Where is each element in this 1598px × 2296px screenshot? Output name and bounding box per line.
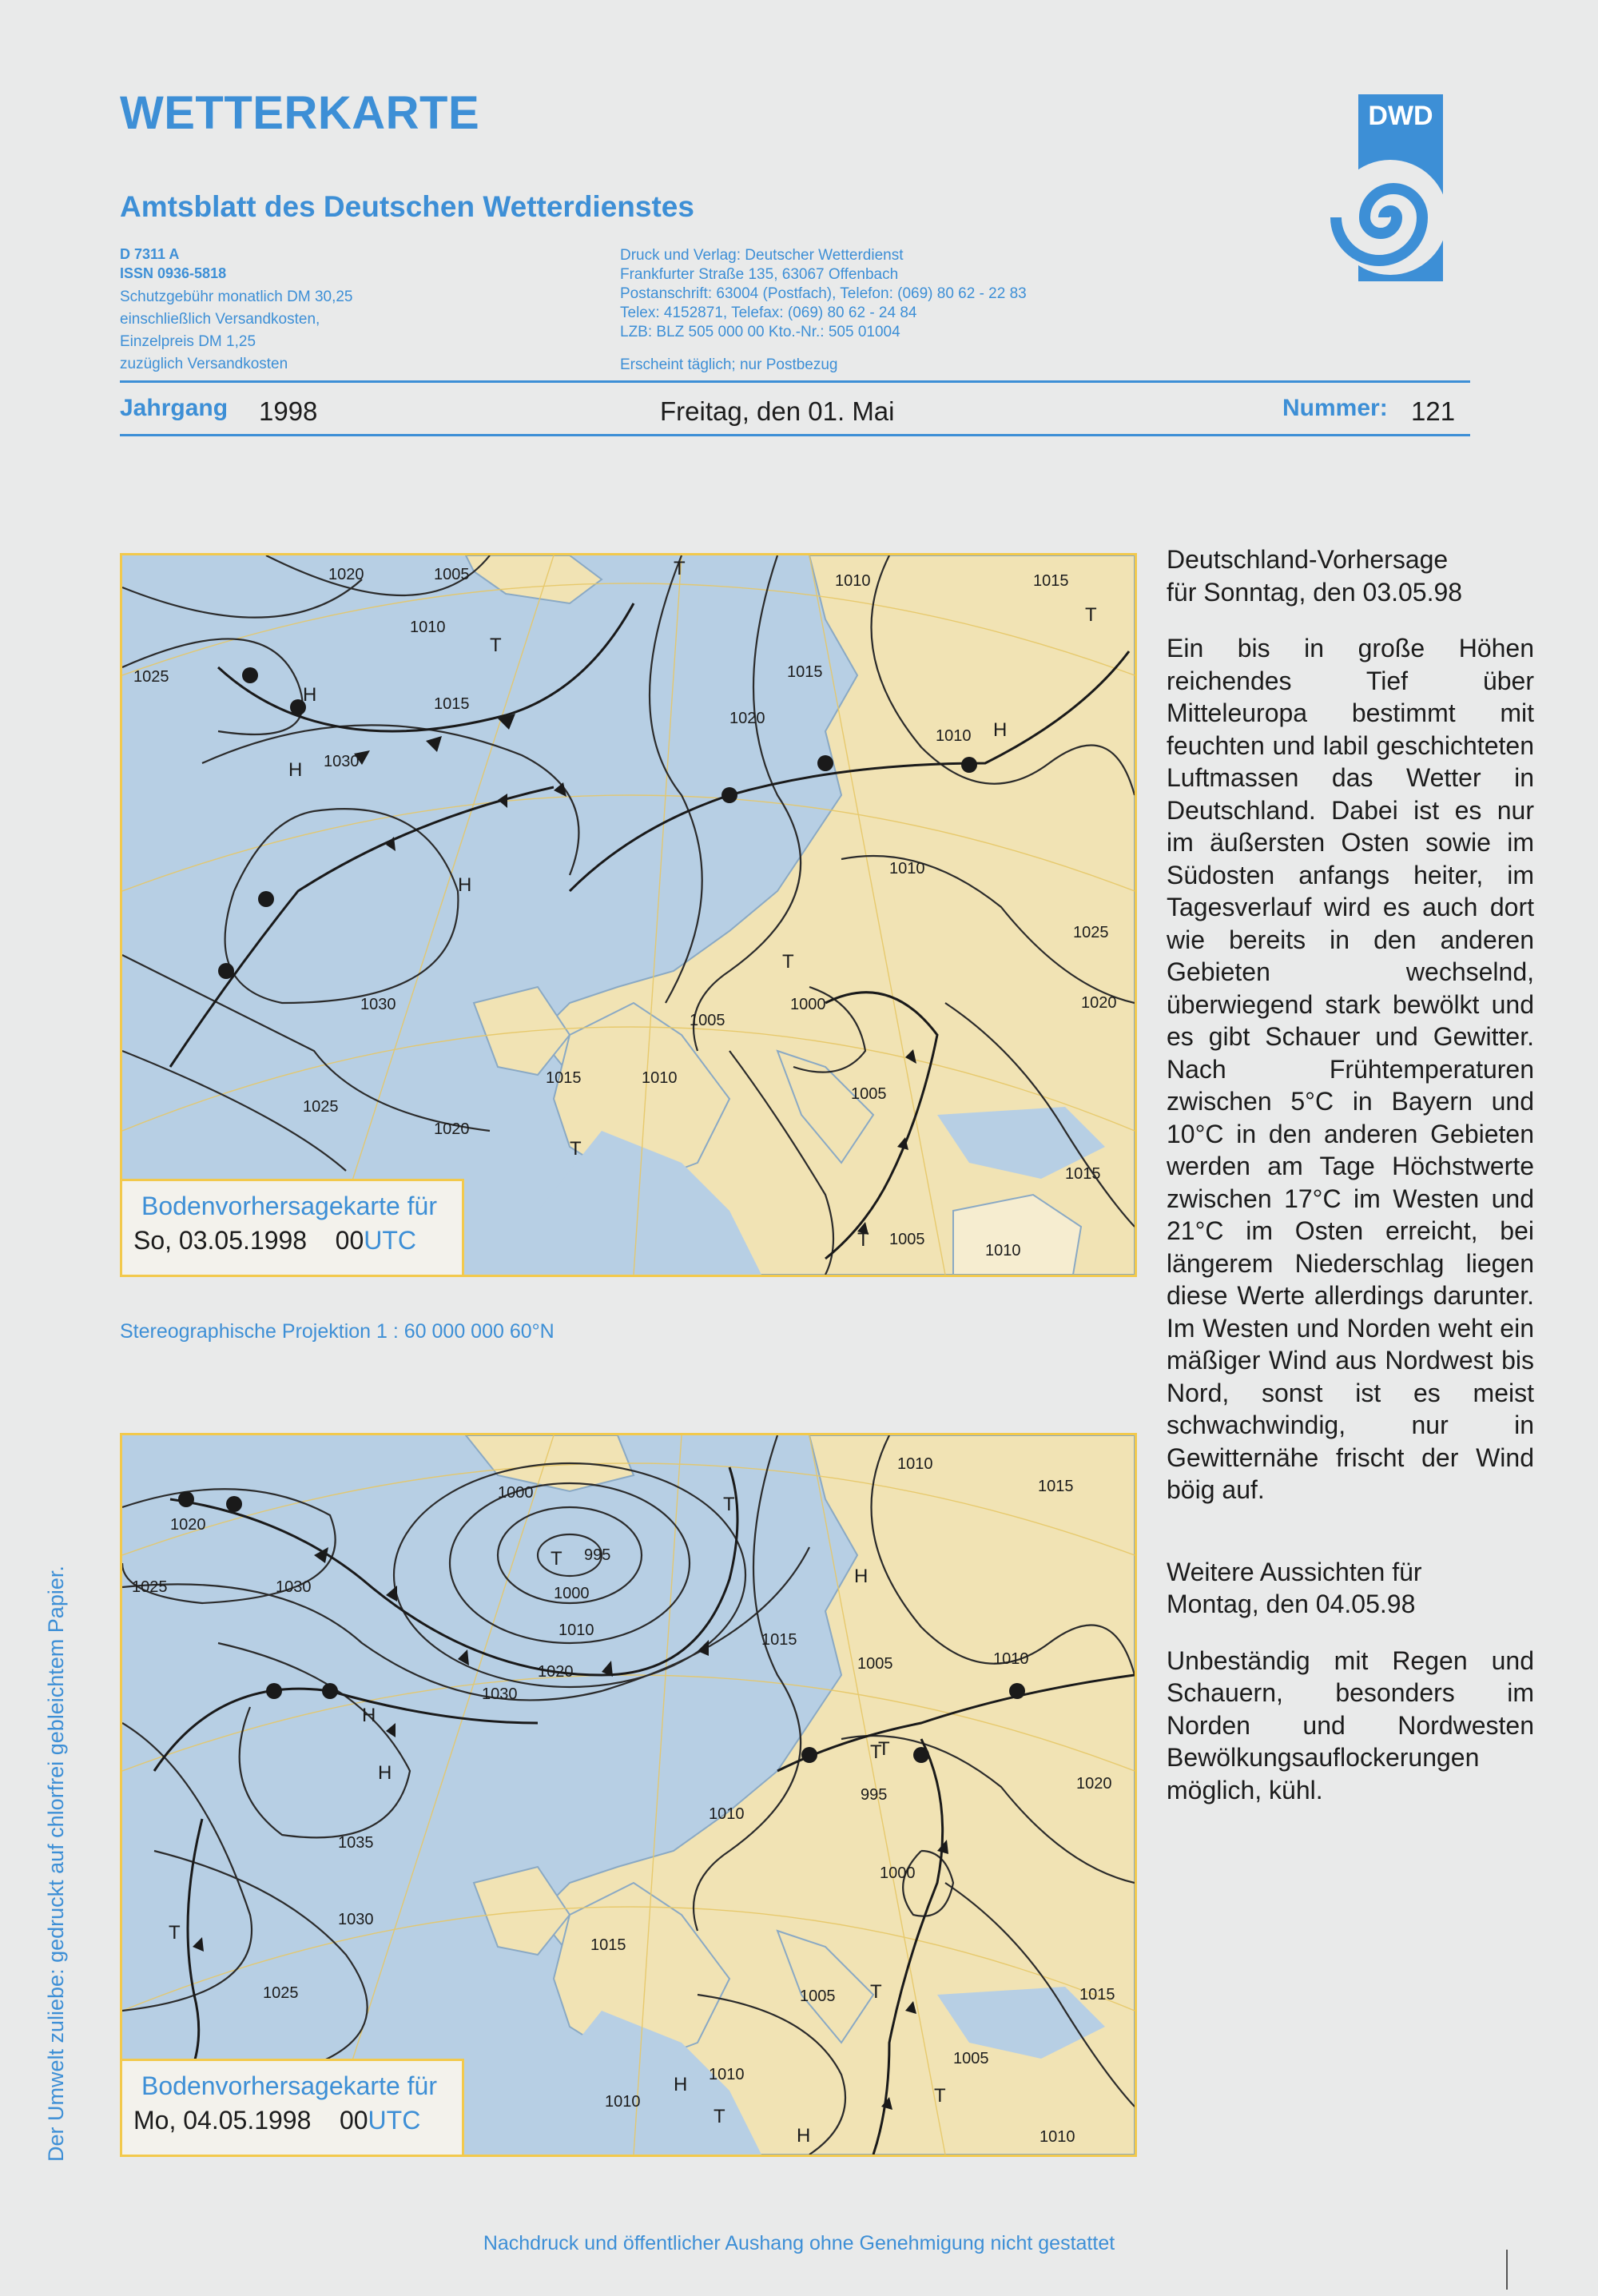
svg-text:1010: 1010 [897,1455,933,1473]
map-caption-title: Bodenvorhersagekarte für [141,2071,437,2100]
svg-text:1010: 1010 [835,572,871,590]
svg-text:995: 995 [584,1546,611,1564]
svg-text:1010: 1010 [709,2066,745,2083]
svg-text:1010: 1010 [889,860,925,877]
copyright-footer: Nachdruck und öffentlicher Aushang ohne Genehmigung nicht gestattet [483,2232,1115,2254]
svg-text:1020: 1020 [328,566,364,583]
svg-text:995: 995 [861,1786,888,1804]
map-date: Mo, 04.05.1998 [133,2106,312,2135]
projection-note: Stereographische Projektion 1 : 60 000 000 60°N [120,1320,555,1343]
number-value: 121 [1411,396,1456,426]
fee-line: zuzüglich Versandkosten [120,356,288,372]
number-label: Nummer: [1282,395,1388,421]
publisher-line: Frankfurter Straße 135, 63067 Offenbach [620,266,899,283]
publisher-line: LZB: BLZ 505 000 00 Kto.-Nr.: 505 01004 [620,324,900,340]
svg-text:1015: 1015 [787,663,823,681]
map-caption [122,2059,464,2155]
svg-text:1030: 1030 [276,1578,312,1596]
publisher-line: Telex: 4152871, Telefax: (069) 80 62 - 24 84 [620,304,917,321]
svg-text:1005: 1005 [851,1085,887,1103]
svg-text:1010: 1010 [985,1242,1021,1259]
svg-text:1030: 1030 [360,996,396,1013]
svg-text:1010: 1010 [642,1069,678,1087]
svg-text:H: H [854,1566,869,1587]
svg-text:1005: 1005 [857,1655,893,1673]
svg-text:1020: 1020 [1076,1775,1112,1793]
svg-text:1000: 1000 [880,1864,916,1882]
svg-text:H: H [458,874,472,896]
map-caption [122,1179,464,1275]
svg-text:1030: 1030 [324,753,360,770]
svg-text:1025: 1025 [132,1578,168,1596]
svg-text:1010: 1010 [993,1650,1029,1668]
svg-text:T: T [934,2085,946,2107]
year-label: Jahrgang [120,395,229,421]
forecast-date: für Sonntag, den 03.05.98 [1167,577,1463,607]
svg-text:T: T [551,1548,562,1570]
svg-text:1020: 1020 [538,1663,574,1681]
map-caption-date [133,2103,451,2138]
svg-text:T: T [570,1138,582,1160]
svg-text:T: T [782,951,794,973]
svg-text:1000: 1000 [498,1484,534,1502]
svg-text:1025: 1025 [303,1098,339,1116]
fee-line: einschließlich Versandkosten, [120,311,320,328]
svg-text:H: H [303,684,317,706]
fee-line: Schutzgebühr monatlich DM 30,25 [120,288,353,305]
svg-text:1010: 1010 [936,727,972,745]
map-hour: 00 [335,1226,364,1255]
svg-text:T: T [490,635,502,656]
forecast-map-sunday [120,553,1137,1277]
forecast-body: Ein bis in große Höhen reichendes Tief über Mitteleuropa bestimmt mit feuchten und labil geschichteten Luftmassen das Wetter in Deutschland. Dabei ist es nur im äußersten Osten sowie im Südosten anfangs heiter, im Tagesverlauf wird es auch dort wie bereits in den anderen Gebieten wechselnd, überwiegend stark bewölkt und es gibt Schauer und Gewitter. Nach Frühtemperaturen zwischen 5°C in Bayern und 10°C in den anderen Gebieten werden am Tage Höchstwerte zwischen 17°C im Westen und 21°C im Osten erreicht, bei längerem Niederschlag liegen diese Werte allerdings darunter. Im Westen und Norden weht ein mäßiger Wind aus Nordwest bis Nord, sonst ist es meist schwachwindig, nur in Gewitternähe frischt der Wind böig auf. [1167,634,1534,1504]
header-rule-top [120,380,1470,383]
svg-text:1015: 1015 [1065,1165,1101,1183]
svg-text:1025: 1025 [133,668,169,686]
outlook-title: Weitere Aussichten für [1167,1557,1422,1586]
svg-text:H: H [797,2125,811,2147]
svg-text:1020: 1020 [170,1516,206,1534]
year-value: 1998 [259,396,318,426]
svg-text:1020: 1020 [434,1120,470,1138]
map-utc: UTC [368,2106,421,2135]
subscription-info [120,245,455,376]
svg-text:T: T [870,1981,882,2003]
svg-text:H: H [993,719,1008,741]
svg-text:1030: 1030 [482,1685,518,1703]
dwd-logo [1310,90,1446,289]
issue-row [120,392,1470,432]
logo-text: DWD [1368,101,1433,131]
svg-text:1000: 1000 [554,1585,590,1602]
svg-text:T: T [870,1741,882,1763]
forecast-column [1167,543,1534,1806]
header-rule-bottom [120,434,1470,436]
svg-text:1005: 1005 [690,1012,725,1029]
outlook-heading [1167,1556,1534,1621]
forecast-map-monday [120,1433,1137,2157]
svg-text:1020: 1020 [1081,994,1117,1012]
map-canvas [122,555,1135,1275]
svg-text:1010: 1010 [1039,2128,1075,2146]
publication-note: Erscheint täglich; nur Postbezug [620,356,838,373]
map-utc: UTC [364,1226,416,1255]
svg-text:1010: 1010 [605,2093,641,2111]
svg-text:1010: 1010 [410,619,446,636]
svg-text:T: T [674,558,686,579]
outlook-body: Unbeständig mit Regen und Schauern, besonders im Norden und Nordwesten Bewölkungsauflockerungen möglich, kühl. [1167,1645,1534,1805]
map-hour: 00 [339,2106,368,2135]
environment-note: Der Umwelt zuliebe: gedruckt auf chlorfrei gebleichtem Papier. [44,1566,68,2162]
svg-text:T: T [878,1738,890,1760]
svg-text:1015: 1015 [761,1631,797,1649]
forecast-heading [1167,543,1534,608]
publication-code: D 7311 A [120,246,180,262]
svg-text:1000: 1000 [790,996,826,1013]
svg-text:T: T [723,1494,735,1515]
svg-text:T: T [714,2106,725,2127]
map-date: So, 03.05.1998 [133,1226,308,1255]
svg-text:1035: 1035 [338,1834,374,1852]
margin-mark [1506,2250,1508,2290]
svg-text:1010: 1010 [559,1622,594,1639]
page-subtitle: Amtsblatt des Deutschen Wetterdienstes [120,190,694,223]
svg-text:1005: 1005 [434,566,470,583]
fee-line: Einzelpreis DM 1,25 [120,333,256,350]
svg-text:1010: 1010 [709,1805,745,1823]
svg-text:1005: 1005 [800,1988,836,2005]
fee-info [120,286,455,376]
svg-text:H: H [674,2074,688,2095]
map-caption-date [133,1223,451,1258]
map-caption-title: Bodenvorhersagekarte für [141,1192,437,1220]
publisher-line: Druck und Verlag: Deutscher Wetterdienst [620,247,904,264]
outlook-date: Montag, den 04.05.98 [1167,1590,1416,1618]
svg-text:1015: 1015 [1079,1986,1115,2004]
svg-text:1015: 1015 [1038,1478,1074,1495]
page-title: WETTERKARTE [120,87,480,139]
publisher-line: Postanschrift: 63004 (Postfach), Telefon: (069) 80 62 - 22 83 [620,285,1027,302]
issue-date: Freitag, den 01. Mai [660,396,895,426]
svg-text:H: H [288,759,303,781]
svg-text:T: T [169,1922,181,1944]
svg-text:1015: 1015 [546,1069,582,1087]
forecast-title: Deutschland-Vorhersage [1167,545,1449,574]
publisher-info [620,246,1131,374]
svg-text:1025: 1025 [1073,924,1109,941]
svg-text:T: T [857,1229,869,1251]
svg-text:1015: 1015 [434,695,470,713]
svg-text:1015: 1015 [590,1936,626,1954]
map-canvas [122,1435,1135,2155]
svg-text:H: H [378,1762,392,1784]
svg-text:1025: 1025 [263,1984,299,2002]
svg-text:H: H [362,1705,376,1726]
svg-text:T: T [1085,604,1097,626]
svg-text:1005: 1005 [889,1231,925,1248]
svg-text:1005: 1005 [953,2050,989,2067]
svg-text:1030: 1030 [338,1911,374,1928]
svg-text:1015: 1015 [1033,572,1069,590]
issn-code: ISSN 0936-5818 [120,265,227,281]
svg-text:1020: 1020 [729,710,765,727]
